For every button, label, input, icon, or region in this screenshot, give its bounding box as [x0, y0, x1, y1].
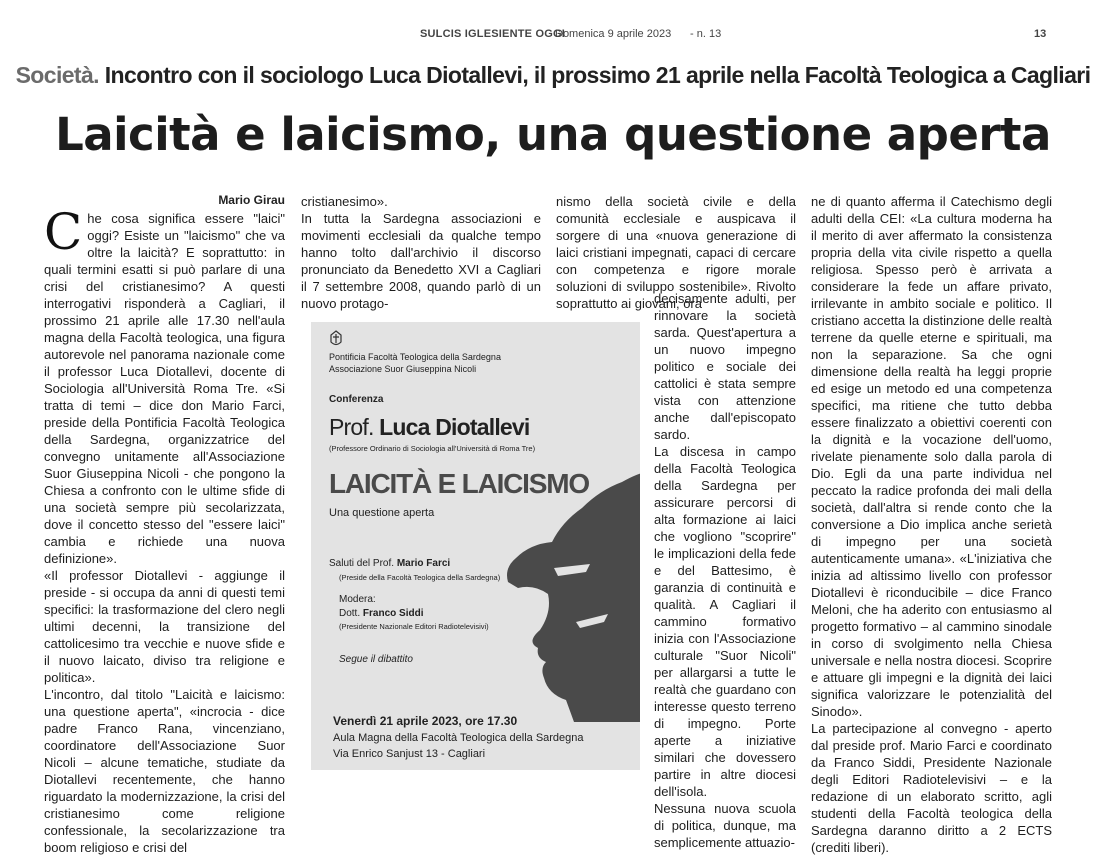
mod-name: Franco Siddi [362, 608, 424, 619]
poster-type: Conferenza [329, 394, 384, 405]
paragraph: La discesa in campo della Facoltà Teologica della Sardegna per assicurare percorsi di alta formazione ai laici che vogliono "scoprire" le implicazioni della fede e del Battesimo, è garanzia di continuità e qualità. A Cagliari il cammino formativo inizia con l'Associazione culturale "Suor Nicoli" per allargarsi a tutte le realtà che guardano con interesse questo terreno di impegno. Porte aperte a iniziative similari che dovessero partire in altre diocesi dell'isola. [654, 444, 796, 799]
paragraph: ne di quanto afferma il Catechismo degli adulti della CEI: «La cultura moderna ha il merito di aver affermato la consistenza propria della vita civile rispetto a quella religiosa. Spesso però è arrivata a considerare la fede un affare privato, irrilevante in ambito sociale e politico. Il cristiano accetta la distinzione delle realtà terrene da quelle eterne e spirituali, ma non la separazione. Sa che ogni dimensione della realtà ha leggi proprie ed esige un metodo ed una competenza specifici, ma ritiene che tutto debba essere finalizzato a obiettivi coerenti con la dignità e la vocazione dell'uomo, rivelate pienamente solo dalla parola di Dio. Egli da una parte individua nel peccato la radice profonda dei mali della società, dall'altra si rende conto che la conversione a Dio implica anche serietà di impegno per una società autenticamente umana». «L'iniziativa che inizia ad altissimo livello con professor Diotallevi è riconducibile – dice Franco Meloni, che ha aderito con entusiasmo al progetto formativo – al cammino sinodale in corso di svolgimento nella Chiesa universale e nella nostra diocesi. Scoprire e attuare gli impegni e la dignità dei laici significa valorizzare le potenzialità del Sinodo». [811, 194, 1052, 719]
event-poster [311, 322, 640, 770]
mod-prefix: Dott. [339, 608, 361, 619]
running-header [0, 28, 1106, 44]
issue-number: - n. 13 [690, 28, 722, 40]
paragraph: decisamente adulti, per rinnovare la società sarda. Quest'apertura a un nuovo impegno politico e sociale dei cattolici è stata sempre vista con attenzione anche dall'episcopato sardo. [654, 291, 796, 442]
poster-org-2: Associazione Suor Giuseppina Nicoli [329, 364, 477, 374]
poster-title: LAICITÀ E LAICISMO [329, 468, 589, 499]
greet-role: (Preside della Facoltà Teologica della Sardegna) [339, 573, 501, 582]
poster-moderator [339, 608, 423, 619]
poster-debate: Segue il dibattito [339, 654, 413, 665]
paragraph: Nessuna nuova scuola di politica, dunque, ma semplicemente attuazio- [654, 801, 796, 850]
kicker-section: Società. [15, 62, 99, 88]
paragraph: «Il professor Diotallevi - aggiunge il preside - si occupa da anni di questi temi specifici: la trasformazione del clero negli ultimi decenni, la transizione del cattolicesimo tra vecchie e nuove sfide e il nuovo laicato, diviso tra religione e politica». [44, 568, 285, 685]
speaker-name: Luca Diotallevi [379, 414, 530, 440]
kicker [0, 62, 1106, 89]
article-column-4 [811, 193, 1052, 856]
byline: Mario Girau [218, 193, 285, 207]
headline: Laicità e laicismo, una questione aperta [55, 108, 1051, 161]
profile-silhouette-icon [496, 472, 640, 722]
mod-role: (Presidente Nazionale Editori Radiotelevisivi) [339, 622, 489, 631]
paragraph: L'incontro, dal titolo "Laicità e laicismo: una questione aperta", «incrocia - dice padre Franco Rana, vincenziano, coordinatore dell'Associazione Suor Nicoli – alcune tematiche, studiate da Diotallevi recentemente, che hanno riguardato la modernizzazione, la crisi del cristianesimo come religione confessionale, la secolarizzazione tra boom religioso e crisi del [44, 687, 285, 855]
greet-name: Mario Farci [396, 558, 451, 569]
issue-date: Domenica 9 aprile 2023 [555, 28, 672, 40]
newspaper-name: SULCIS IGLESIENTE OGGI [420, 28, 565, 40]
kicker-text: Incontro con il sociologo Luca Diotallevi, il prossimo 21 aprile nella Facoltà Teologica a Cagliari [104, 62, 1091, 88]
paragraph [44, 203, 285, 567]
poster-when: Venerdì 21 aprile 2023, ore 17.30 [333, 714, 518, 728]
faculty-crest-icon [329, 330, 343, 348]
paragraph-text: he cosa significa essere "laici" oggi? Esiste un "laicismo" che va oltre la laicità? E soprattutto: in quali termini esatti si può parlare di una crisi del cristianesimo? A questi interrogativi risponderà a Cagliari, il prossimo 21 aprile alle 17.30 nell'aula magna della Facoltà teologica, una figura autorevole nel panorama nazionale come il professor Luca Diotallevi, docente di Sociologia all'Università Roma Tre. «Si tratta di temi – dice don Mario Farci, preside della Pontificia Facoltà Teologica della Sardegna, organizzatrice del convegno unitamente all'Associazione Suor Giuseppina Nicoli - che pongono la Chiesa a confronto con le ultime sfide di una società sempre più secolarizzata, dove il concetto stesso del "essere laici" cambia e richiede una nuova definizione». [44, 211, 285, 566]
speaker-role: (Professore Ordinario di Sociologia all'Università di Roma Tre) [329, 444, 536, 453]
paragraph: cristianesimo». [301, 194, 388, 209]
paragraph: nismo della società civile e della comunità ecclesiale e auspicava il sorgere di una «nuova generazione di laici cristiani impegnati, capaci di cercare con competenza e rigore morale soluzioni di sviluppo sostenibile». Rivolto soprattutto ai giovani, ora [556, 194, 796, 311]
poster-where-2: Via Enrico Sanjust 13 - Cagliari [333, 748, 486, 760]
article-column-2 [301, 193, 541, 312]
page-number: 13 [1034, 28, 1047, 40]
paragraph: In tutta la Sardegna associazioni e movimenti ecclesiali da qualche tempo hanno tolto dall'archivio il discorso pronunciato da Benedetto XVI a Cagliari il 7 settembre 2008, quando parlò di un nuovo protago- [301, 211, 541, 311]
poster-where-1: Aula Magna della Facoltà Teologica della Sardegna [333, 732, 584, 744]
paragraph: La partecipazione al convegno - aperto dal preside prof. Mario Farci e coordinato da Franco Siddi, Presidente Nazionale degli Editori Radiotelevisivi – e la redazione di un elaborato scritto, agli studenti della Facoltà teologica della Sardegna daranno diritto a 2 ECTS (crediti liberi). [811, 721, 1052, 855]
article-column-3-narrow [654, 290, 796, 851]
greet-label: Saluti del Prof. [329, 558, 395, 569]
speaker-prefix: Prof. [329, 414, 374, 440]
drop-cap: C [44, 203, 83, 261]
poster-speaker [329, 414, 530, 441]
poster-greeting [329, 558, 450, 569]
moderator-label: Modera: [339, 594, 376, 605]
poster-org-1: Pontificia Facoltà Teologica della Sardegna [329, 352, 501, 362]
article-column-1 [44, 203, 285, 856]
poster-subtitle: Una questione aperta [329, 507, 435, 519]
